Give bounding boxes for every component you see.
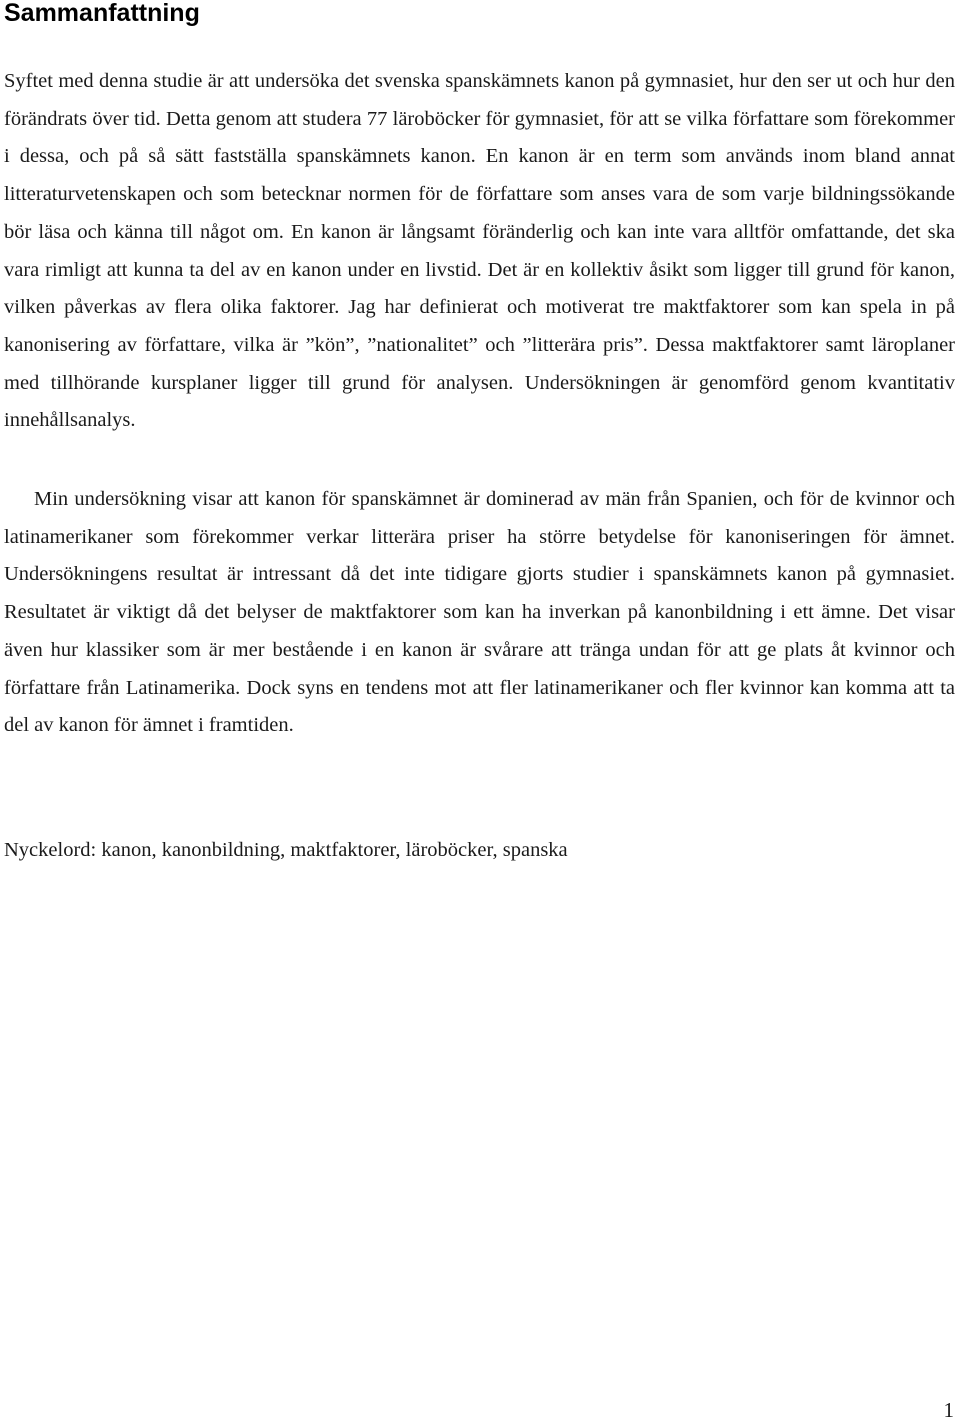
page-number: 1: [943, 1398, 954, 1422]
page-title: Sammanfattning: [4, 0, 200, 27]
abstract-paragraph-1: Syftet med denna studie är att undersöka det svenska spanskämnets kanon på gymnasiet, hur den ser ut och hur den förändrats över tid. Detta genom att studera 77 läroböcker för gymnasiet, för att se vilka författare som förekommer i dessa, och på så sätt fastställa spanskämnets kanon. En kanon är en term som används inom bland annat litteraturvetenskapen och som betecknar normen för de författare som anses vara de som varje bildningssökande bör läsa och känna till något om. En kanon är långsamt föränderlig och kan inte vara alltför omfattande, det ska vara rimligt att kunna ta del av en kanon under en livstid. Det är en kollektiv åsikt som ligger till grund för kanon, vilken påverkas av flera olika faktorer. Jag har definierat och motiverat tre maktfaktorer som kan spela in på kanonisering av författare, vilka är ”kön”, ”nationalitet” och ”litterära pris”. Dessa maktfaktorer samt läroplaner med tillhörande kursplaner ligger till grund för analysen. Undersökningen är genomförd genom kvantitativ innehållsanalys.: [4, 70, 955, 432]
keywords-line: Nyckelord: kanon, kanonbildning, maktfaktorer, läroböcker, spanska: [4, 839, 568, 861]
abstract-paragraph-2: Min undersökning visar att kanon för spanskämnet är dominerad av män från Spanien, och för de kvinnor och latinamerikaner som förekommer verkar litterära priser ha större betydelse för kanoniseringen för ämnet. Undersökningens resultat är intressant då det inte tidigare gjorts studier i spanskämnets kanon på gymnasiet. Resultatet är viktigt då det belyser de maktfaktorer som kan ha inverkan på kanonbildning i ett ämne. Det visar även hur klassiker som är mer bestående i en kanon är svårare att tränga undan för att ge plats åt kvinnor och författare från Latinamerika. Dock syns en tendens mot att fler latinamerikaner och fler kvinnor kan komma att ta del av kanon för ämnet i framtiden.: [4, 488, 955, 737]
